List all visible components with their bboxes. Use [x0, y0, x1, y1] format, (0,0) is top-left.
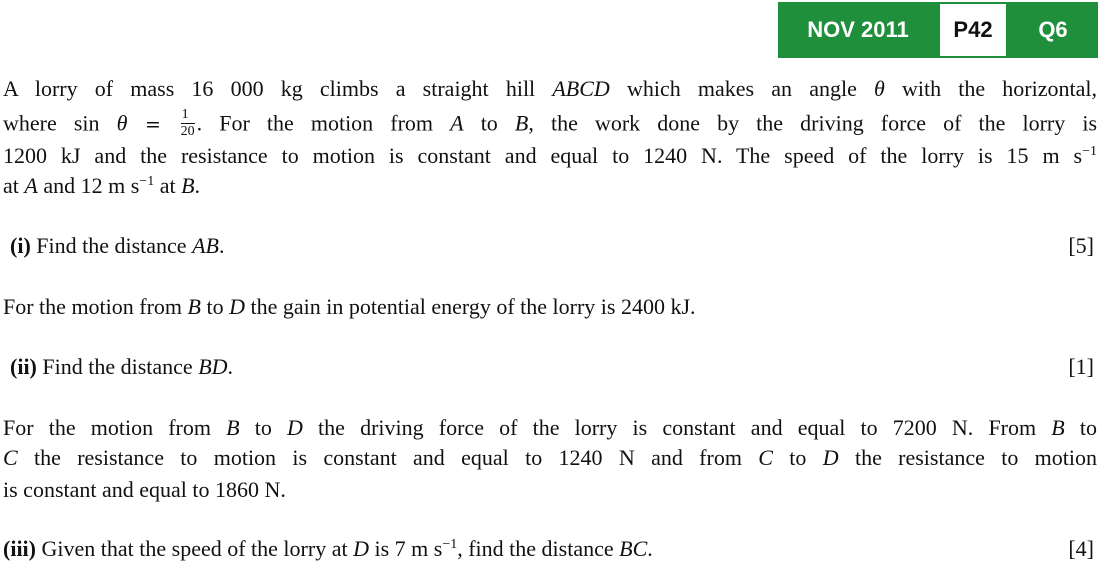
question-badge	[778, 2, 1098, 58]
paper-label: P42	[938, 2, 1008, 58]
fraction: $\frac{1}{20}$	[180, 107, 195, 139]
intro-line-4: at A and 12 m $s^{-1}$ at B.	[3, 173, 201, 198]
part-i-question: (i) Find the distance AB.	[10, 233, 225, 258]
mid-paragraph-2-line-3: is constant and equal to 1860 N.	[3, 477, 286, 502]
mid-paragraph-2-line-1: For the motion from B to D the driving force of the lorry is constant and equal to 7200 N. From B to	[3, 415, 1097, 440]
part-ii-marks: [1]	[1068, 354, 1094, 379]
part-i-marks: [5]	[1068, 233, 1094, 258]
intro-line-3: 1200 kJ and the resistance to motion is constant and equal to 1240 N. The speed of the lorry is 15 m $s^{-1}$	[3, 143, 1097, 168]
mid-paragraph-2-line-2: C the resistance to motion is constant and equal to 1240 N and from C to D the resistance to motion	[3, 445, 1097, 470]
part-ii-question: (ii) Find the distance BD.	[10, 354, 234, 379]
mid-paragraph-1: For the motion from B to D the gain in potential energy of the lorry is 2400 kJ.	[3, 294, 696, 319]
question-label: Q6	[1008, 2, 1098, 58]
part-iii-question: (iii) Given that the speed of the lorry at D is 7 m $s^{-1}$, find the distance BC.	[3, 536, 653, 561]
intro-line-2: where sin θ = $\frac{1}{20}$ . For the motion from A to B, the work done by the driving force of the lorry is	[3, 107, 1098, 139]
intro-line-1: A lorry of mass 16 000 kg climbs a straight hill ABCD which makes an angle θ with the horizontal,	[3, 76, 1097, 101]
session-label: NOV 2011	[778, 2, 938, 58]
part-iii-marks: [4]	[1068, 536, 1094, 561]
